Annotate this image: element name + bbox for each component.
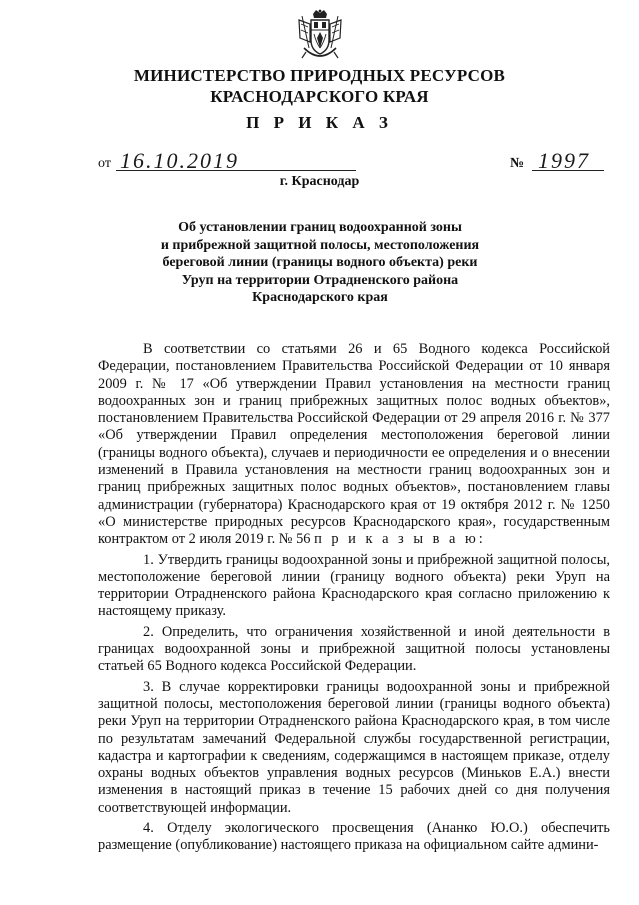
number-prefix: №	[510, 156, 525, 171]
subject-line: Уруп на территории Отрадненского района	[181, 272, 459, 288]
order-body	[98, 341, 610, 855]
date-handwritten: 16.10.2019	[120, 148, 239, 173]
subject-line: и прибрежной защитной полосы, местоположения	[160, 237, 480, 253]
city-label: г. Краснодар	[279, 174, 360, 189]
ministry-name-line1: МИНИСТЕРСТВО ПРИРОДНЫХ РЕСУРСОВ	[133, 66, 506, 85]
subject-line: береговой линии (границы водного объекта) реки	[162, 255, 478, 270]
item-4: 4. Отделу экологического просвещения (Ананко Ю.О.) обеспечить размещение (опубликование) настоящего приказа на официальном сайте админи-	[98, 820, 610, 854]
subject-line: Об установлении границ водоохранной зоны	[178, 220, 462, 235]
order-word: п р и к а з ы в а ю:	[314, 531, 486, 548]
item-1: 1. Утвердить границы водоохранной зоны и прибрежной защитной полосы, местоположение береговой линии (границу водного объекта) реки Уруп на территории Отрадненского района Краснодарского края согласно приложению к настоящему приказу.	[98, 551, 610, 620]
item-3: 3. В случае корректировки границы водоохранной зоны и прибрежной защитной полосы, местоположения береговой линии (границы водного объекта) реки Уруп на территории Отрадненского района Краснодарского края, в том числе по результатам замечаний Федеральной службы государственной регистрации, кадастра и картографии к сведениям, содержащимся в настоящем приказе, отделу охраны водных объектов управления водных ресурсов (Миньков Е.А.) внести изменения в настоящий приказ в течение 15 рабочих дней со дня получения соответствующей информации.	[98, 678, 610, 816]
ministry-name-line2: КРАСНОДАРСКОГО КРАЯ	[210, 87, 429, 106]
order-title: П Р И К А З	[246, 113, 393, 132]
date-prefix: от	[98, 156, 111, 171]
subject-line: Краснодарского края	[252, 290, 388, 305]
item-2: 2. Определить, что ограничения хозяйственной и иной деятельности в границах водоохранной зоны и прибрежной защитной полосы установлены статьей 65 Водного кодекса Российской Федерации.	[98, 623, 610, 675]
preamble-paragraph	[98, 341, 610, 549]
order-subject	[120, 219, 520, 307]
number-handwritten: 1997	[538, 148, 590, 173]
preamble-text: В соответствии со статьями 26 и 65 Водного кодекса Российской Федерации, постановлением Правительства Российской Федерации от 10 января 2009 г. № 17 «Об утверждении Правил установления на местности границ водоохранных зон и границ прибрежных защитных полос водных объектов», постановлением Правительства Российской Федерации от 29 апреля 2016 г. № 377 «Об утверждении Правил определения местоположения береговой линии (границы водного объекта), случаев и периодичности ее определения и о внесении изменений в Правила установления на местности границ водоохранных зон и границ прибрежных защитных полос водных объектов», постановлением главы администрации (губернатора) Краснодарского края от 19 октября 2012 г. № 1250 «О министерстве природных ресурсов Краснодарского края», государственным контрактом от 2 июля 2019 г. № 56	[98, 341, 610, 548]
date-number-row	[98, 150, 618, 176]
krasnodar-coat-of-arms-icon	[296, 8, 344, 64]
